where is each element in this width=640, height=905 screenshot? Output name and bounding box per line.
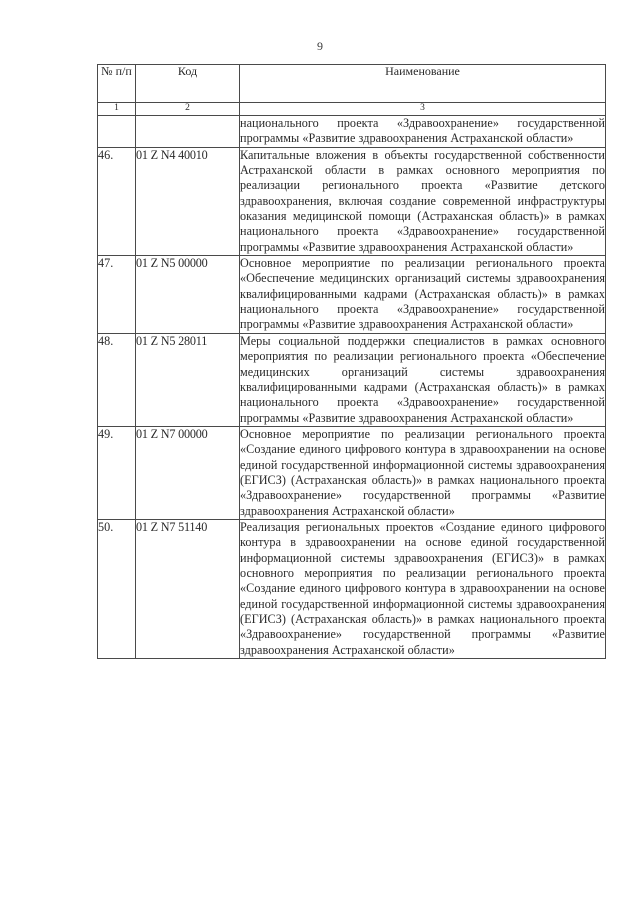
row-name: Основное мероприятие по реализации регионального проекта «Обеспечение медицинских организаций системы здравоохранения квалифицированными кадрами (Астраханская область)» в рамках национального проекта «Здравоохранение» государственной программы «Развитие здравоохранения Астраханской области» [240, 256, 605, 332]
column-index-2: 2 [136, 103, 240, 116]
row-name: Основное мероприятие по реализации регионального проекта «Создание единого цифрового контура в здравоохранении на основе единой государственной информационной системы здравоохранения (ЕГИСЗ) (Астраханская область)» в рамках национального проекта «Здравоохранение» государственной программы «Развитие здравоохранения Астраханской области» [240, 426, 605, 518]
budget-classification-table [97, 64, 606, 659]
table-header-row [98, 65, 606, 103]
row-number: 46. [98, 147, 136, 255]
row-number: 50. [98, 519, 136, 658]
row-number: 47. [98, 256, 136, 334]
row-number: 49. [98, 426, 136, 519]
row-name: Капитальные вложения в объекты государственной собственности Астраханской области в рамках основного мероприятия по реализации регионального проекта «Развитие детского здравоохранения, включая создание современной инфраструктуры оказания медицинской помощи (Астраханская область)» в рамках национального проекта «Здравоохранение» государственной программы «Развитие здравоохранения Астраханской области» [240, 147, 605, 254]
column-index-3: 3 [240, 103, 606, 116]
header-name: Наименование [240, 65, 606, 103]
row-code: 01 Z N5 00000 [136, 256, 240, 334]
row-number: 48. [98, 333, 136, 426]
row-code: 01 Z N7 00000 [136, 426, 240, 519]
table-row [98, 256, 606, 334]
column-index-1: 1 [98, 103, 136, 116]
row-code: 01 Z N5 28011 [136, 333, 240, 426]
header-code: Код [136, 65, 240, 103]
row-code: 01 Z N7 51140 [136, 519, 240, 658]
row-code [136, 116, 240, 148]
table-row [98, 116, 606, 148]
column-index-row [98, 103, 606, 116]
table-row [98, 426, 606, 519]
table-row [98, 519, 606, 658]
table-row [98, 333, 606, 426]
row-name: Меры социальной поддержки специалистов в рамках основного мероприятия по реализации регионального проекта «Обеспечение медицинских организаций системы здравоохранения квалифицированными кадрами (Астраханская область)» в рамках национального проекта «Здравоохранение» государственной программы «Развитие здравоохранения Астраханской области» [240, 333, 605, 425]
row-name: Реализация региональных проектов «Создание единого цифрового контура в здравоохранении на основе единой государственной информационной системы здравоохранения (ЕГИСЗ)» в рамках основного мероприятия по реализации регионального проекта «Создание единого цифрового контура в здравоохранении на основе единой государственной информационной системы здравоохранения (ЕГИСЗ) (Астраханская область)» в рамках национального проекта «Здравоохранение» государственной программы «Развитие здравоохранения Астраханской области» [240, 519, 605, 657]
row-code: 01 Z N4 40010 [136, 147, 240, 255]
table-row [98, 147, 606, 255]
page-number: 9 [317, 39, 323, 53]
row-number [98, 116, 136, 148]
row-name: национального проекта «Здравоохранение» государственной программы «Развитие здравоохранения Астраханской области» [240, 116, 605, 146]
header-num: № п/п [98, 65, 136, 103]
